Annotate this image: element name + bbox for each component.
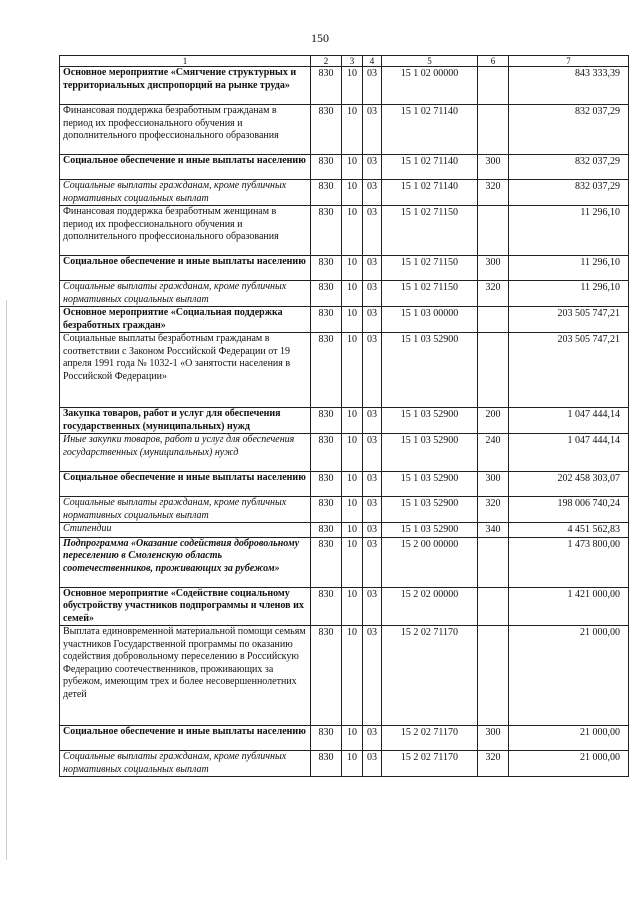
amount-cell: 21 000,00	[509, 626, 629, 726]
target-article-cell: 15 1 02 00000	[382, 67, 478, 105]
target-article-cell: 15 1 03 52900	[382, 434, 478, 472]
subsection-code-cell: 03	[363, 497, 382, 523]
table-row	[60, 626, 629, 726]
row-name-cell: Подпрограмма «Оказание содействия добровольному переселению в Смоленскую область соотечественников, проживающих за рубежом»	[60, 537, 311, 587]
section-code-cell: 10	[342, 256, 363, 281]
table-row	[60, 408, 629, 434]
column-number-1: 1	[60, 56, 311, 67]
target-article-cell: 15 1 03 52900	[382, 497, 478, 523]
row-name-cell: Социальное обеспечение и иные выплаты населению	[60, 256, 311, 281]
target-article-cell: 15 2 02 71170	[382, 626, 478, 726]
row-name-cell: Выплата единовременной материальной помощи семьям участников Государственной программы по оказанию содействия добровольному переселению в Российскую Федерацию соотечественников, проживающих за рубежом, имеющим трех и более несовершеннолетних детей	[60, 626, 311, 726]
amount-cell: 11 296,10	[509, 256, 629, 281]
section-code-cell: 10	[342, 105, 363, 155]
amount-cell: 21 000,00	[509, 726, 629, 751]
table-row	[60, 497, 629, 523]
target-article-cell: 15 1 03 52900	[382, 523, 478, 538]
amount-cell: 203 505 747,21	[509, 333, 629, 408]
amount-cell: 832 037,29	[509, 155, 629, 180]
target-article-cell: 15 1 03 00000	[382, 307, 478, 333]
row-name-cell: Социальное обеспечение и иные выплаты населению	[60, 155, 311, 180]
subsection-code-cell: 03	[363, 408, 382, 434]
admin-code-cell: 830	[311, 180, 342, 206]
admin-code-cell: 830	[311, 155, 342, 180]
target-article-cell: 15 1 02 71150	[382, 206, 478, 256]
row-name-cell: Закупка товаров, работ и услуг для обеспечения государственных (муниципальных) нужд	[60, 408, 311, 434]
subsection-code-cell: 03	[363, 626, 382, 726]
expense-type-cell	[478, 67, 509, 105]
table-row	[60, 726, 629, 751]
target-article-cell: 15 2 00 00000	[382, 537, 478, 587]
admin-code-cell: 830	[311, 587, 342, 626]
subsection-code-cell: 03	[363, 67, 382, 105]
section-code-cell: 10	[342, 497, 363, 523]
amount-cell: 832 037,29	[509, 180, 629, 206]
section-code-cell: 10	[342, 67, 363, 105]
amount-cell: 202 458 303,07	[509, 472, 629, 497]
page-number: 150	[311, 31, 329, 45]
column-number-2: 2	[311, 56, 342, 67]
expense-type-cell	[478, 333, 509, 408]
column-number-5: 5	[382, 56, 478, 67]
table-row	[60, 105, 629, 155]
admin-code-cell: 830	[311, 434, 342, 472]
section-code-cell: 10	[342, 307, 363, 333]
subsection-code-cell: 03	[363, 333, 382, 408]
expense-type-cell: 320	[478, 497, 509, 523]
table-row	[60, 256, 629, 281]
subsection-code-cell: 03	[363, 434, 382, 472]
subsection-code-cell: 03	[363, 256, 382, 281]
expense-type-cell	[478, 587, 509, 626]
admin-code-cell: 830	[311, 281, 342, 307]
admin-code-cell: 830	[311, 307, 342, 333]
target-article-cell: 15 1 03 52900	[382, 472, 478, 497]
row-name-cell: Социальные выплаты гражданам, кроме публичных нормативных социальных выплат	[60, 180, 311, 206]
table-row	[60, 537, 629, 587]
amount-cell: 11 296,10	[509, 206, 629, 256]
table-row	[60, 751, 629, 777]
expense-type-cell: 320	[478, 180, 509, 206]
section-code-cell: 10	[342, 408, 363, 434]
subsection-code-cell: 03	[363, 472, 382, 497]
section-code-cell: 10	[342, 626, 363, 726]
subsection-code-cell: 03	[363, 726, 382, 751]
section-code-cell: 10	[342, 751, 363, 777]
section-code-cell: 10	[342, 523, 363, 538]
amount-cell: 1 047 444,14	[509, 408, 629, 434]
admin-code-cell: 830	[311, 105, 342, 155]
subsection-code-cell: 03	[363, 206, 382, 256]
section-code-cell: 10	[342, 180, 363, 206]
table-row	[60, 472, 629, 497]
target-article-cell: 15 1 03 52900	[382, 408, 478, 434]
expense-type-cell: 300	[478, 155, 509, 180]
target-article-cell: 15 1 02 71150	[382, 256, 478, 281]
amount-cell: 843 333,39	[509, 67, 629, 105]
section-code-cell: 10	[342, 333, 363, 408]
admin-code-cell: 830	[311, 256, 342, 281]
expense-type-cell: 300	[478, 472, 509, 497]
table-row	[60, 206, 629, 256]
target-article-cell: 15 2 02 71170	[382, 751, 478, 777]
admin-code-cell: 830	[311, 751, 342, 777]
expense-type-cell	[478, 626, 509, 726]
admin-code-cell: 830	[311, 626, 342, 726]
column-number-3: 3	[342, 56, 363, 67]
column-number-4: 4	[363, 56, 382, 67]
admin-code-cell: 830	[311, 497, 342, 523]
section-code-cell: 10	[342, 434, 363, 472]
expense-type-cell: 320	[478, 751, 509, 777]
admin-code-cell: 830	[311, 206, 342, 256]
amount-cell: 11 296,10	[509, 281, 629, 307]
row-name-cell: Основное мероприятие «Содействие социальному обустройству участников подпрограммы и членов их семей»	[60, 587, 311, 626]
amount-cell: 203 505 747,21	[509, 307, 629, 333]
section-code-cell: 10	[342, 587, 363, 626]
admin-code-cell: 830	[311, 333, 342, 408]
amount-cell: 21 000,00	[509, 751, 629, 777]
row-name-cell: Социальные выплаты гражданам, кроме публичных нормативных социальных выплат	[60, 751, 311, 777]
target-article-cell: 15 1 02 71140	[382, 155, 478, 180]
table-row	[60, 155, 629, 180]
expense-type-cell: 300	[478, 256, 509, 281]
amount-cell: 1 421 000,00	[509, 587, 629, 626]
section-code-cell: 10	[342, 472, 363, 497]
row-name-cell: Стипендии	[60, 523, 311, 538]
budget-table	[59, 55, 629, 777]
subsection-code-cell: 03	[363, 587, 382, 626]
scan-edge-line	[6, 300, 7, 860]
row-name-cell: Основное мероприятие «Смягчение структурных и территориальных диспропорций на рынке труда»	[60, 67, 311, 105]
section-code-cell: 10	[342, 726, 363, 751]
expense-type-cell	[478, 105, 509, 155]
row-name-cell: Социальное обеспечение и иные выплаты населению	[60, 726, 311, 751]
row-name-cell: Социальные выплаты гражданам, кроме публичных нормативных социальных выплат	[60, 497, 311, 523]
table-row	[60, 434, 629, 472]
table-row	[60, 587, 629, 626]
column-number-7: 7	[509, 56, 629, 67]
expense-type-cell: 300	[478, 726, 509, 751]
expense-type-cell: 320	[478, 281, 509, 307]
expense-type-cell: 200	[478, 408, 509, 434]
subsection-code-cell: 03	[363, 537, 382, 587]
admin-code-cell: 830	[311, 408, 342, 434]
table-body	[60, 67, 629, 777]
amount-cell: 4 451 562,83	[509, 523, 629, 538]
row-name-cell: Основное мероприятие «Социальная поддержка безработных граждан»	[60, 307, 311, 333]
subsection-code-cell: 03	[363, 523, 382, 538]
admin-code-cell: 830	[311, 472, 342, 497]
table-row	[60, 67, 629, 105]
subsection-code-cell: 03	[363, 180, 382, 206]
table-row	[60, 281, 629, 307]
expense-type-cell	[478, 206, 509, 256]
expense-type-cell	[478, 307, 509, 333]
section-code-cell: 10	[342, 155, 363, 180]
row-name-cell: Социальное обеспечение и иные выплаты населению	[60, 472, 311, 497]
column-number-6: 6	[478, 56, 509, 67]
row-name-cell: Иные закупки товаров, работ и услуг для обеспечения государственных (муниципальных) нужд	[60, 434, 311, 472]
subsection-code-cell: 03	[363, 751, 382, 777]
target-article-cell: 15 1 03 52900	[382, 333, 478, 408]
expense-type-cell: 340	[478, 523, 509, 538]
amount-cell: 1 047 444,14	[509, 434, 629, 472]
subsection-code-cell: 03	[363, 307, 382, 333]
subsection-code-cell: 03	[363, 105, 382, 155]
expense-type-cell: 240	[478, 434, 509, 472]
table-row	[60, 523, 629, 538]
target-article-cell: 15 1 02 71150	[382, 281, 478, 307]
admin-code-cell: 830	[311, 537, 342, 587]
row-name-cell: Социальные выплаты безработным гражданам в соответствии с Законом Российской Федерации от 19 апреля 1991 года № 1032-1 «О занятости населения в Российской Федерации»	[60, 333, 311, 408]
admin-code-cell: 830	[311, 67, 342, 105]
target-article-cell: 15 1 02 71140	[382, 180, 478, 206]
table-row	[60, 333, 629, 408]
expense-type-cell	[478, 537, 509, 587]
section-code-cell: 10	[342, 537, 363, 587]
admin-code-cell: 830	[311, 523, 342, 538]
amount-cell: 832 037,29	[509, 105, 629, 155]
row-name-cell: Финансовая поддержка безработным гражданам в период их профессионального обучения и дополнительного профессионального образования	[60, 105, 311, 155]
amount-cell: 1 473 800,00	[509, 537, 629, 587]
target-article-cell: 15 2 02 71170	[382, 726, 478, 751]
table-row	[60, 307, 629, 333]
amount-cell: 198 006 740,24	[509, 497, 629, 523]
target-article-cell: 15 2 02 00000	[382, 587, 478, 626]
section-code-cell: 10	[342, 281, 363, 307]
subsection-code-cell: 03	[363, 281, 382, 307]
admin-code-cell: 830	[311, 726, 342, 751]
target-article-cell: 15 1 02 71140	[382, 105, 478, 155]
row-name-cell: Социальные выплаты гражданам, кроме публичных нормативных социальных выплат	[60, 281, 311, 307]
column-number-row	[60, 56, 629, 67]
subsection-code-cell: 03	[363, 155, 382, 180]
table-row	[60, 180, 629, 206]
section-code-cell: 10	[342, 206, 363, 256]
row-name-cell: Финансовая поддержка безработным женщинам в период их профессионального обучения и дополнительного профессионального образования	[60, 206, 311, 256]
